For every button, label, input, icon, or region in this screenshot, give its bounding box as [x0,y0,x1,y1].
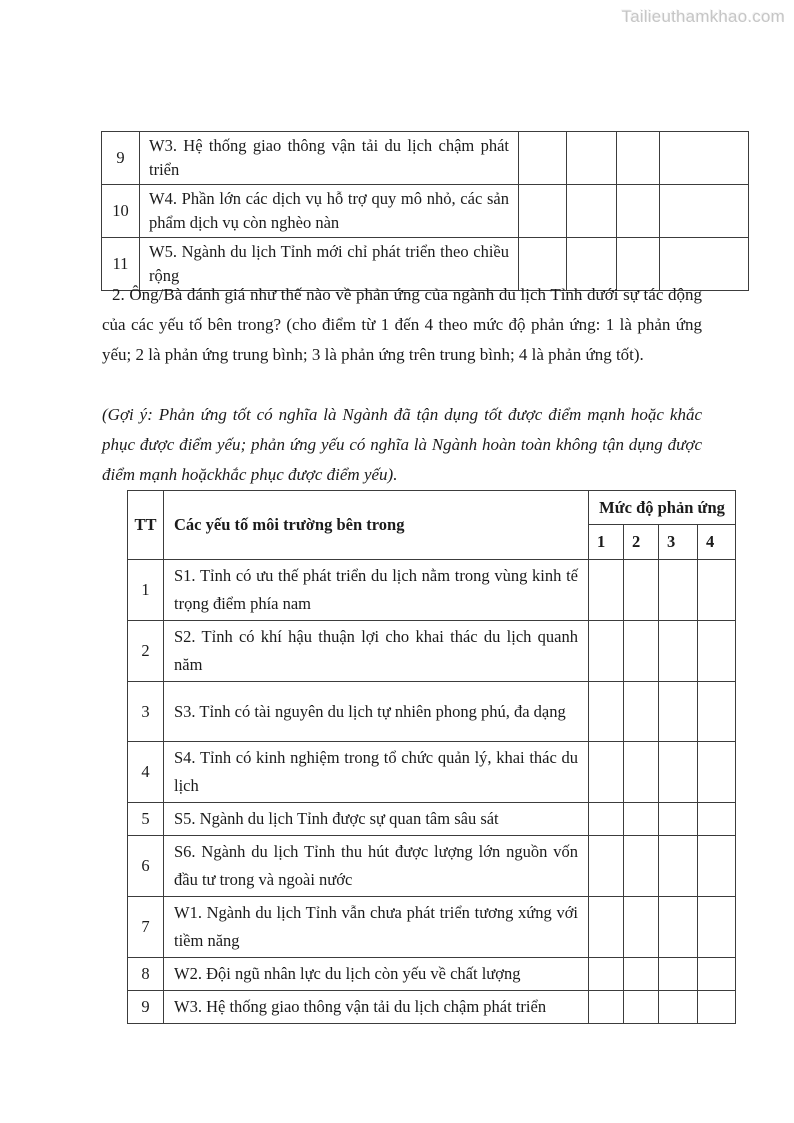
factor-text: W3. Hệ thống giao thông vận tải du lịch chậm phát triển [164,991,589,1024]
header-factors: Các yếu tố môi trường bên trong [164,491,589,560]
row-number: 4 [128,742,164,803]
score-cell [698,682,736,742]
score-cell [624,682,659,742]
header-score-1: 1 [589,525,624,560]
factor-text: S3. Tỉnh có tài nguyên du lịch tự nhiên phong phú, đa dạng [164,682,589,742]
score-cell [589,897,624,958]
score-cell [589,803,624,836]
score-cell [617,132,660,185]
score-cell [617,185,660,238]
factor-text: W4. Phần lớn các dịch vụ hỗ trợ quy mô nhỏ, các sản phẩm dịch vụ còn nghèo nàn [140,185,519,238]
score-cell [624,836,659,897]
row-number: 1 [128,560,164,621]
score-cell [659,742,698,803]
score-cell [659,621,698,682]
watermark: Tailieuthamkhao.com [621,7,785,26]
table-row [128,958,736,991]
score-cell [519,185,567,238]
factor-text: S4. Tỉnh có kinh nghiệm trong tổ chức quản lý, khai thác du lịch [164,742,589,803]
score-cell [698,991,736,1024]
header-response-level: Mức độ phản ứng [589,491,736,525]
factor-text: W2. Đội ngũ nhân lực du lịch còn yếu về chất lượng [164,958,589,991]
question-2-hint: (Gợi ý: Phản ứng tốt có nghĩa là Ngành đã tận dụng tốt được điểm mạnh hoặc khắc phục được điểm yếu; phản ứng yếu có nghĩa là Ngành hoàn toàn không tận dụng được điểm mạnh hoặckhắc phục được điểm yếu). [102,405,702,484]
header-tt: TT [128,491,164,560]
score-cell [660,132,749,185]
score-cell [624,991,659,1024]
score-cell [698,836,736,897]
score-cell [659,682,698,742]
external-factors-table-continued [101,131,749,291]
header-score-2: 2 [624,525,659,560]
score-cell [659,958,698,991]
question-2-text: 2. Ông/Bà đánh giá như thế nào về phản ứng của ngành du lịch Tỉnh dưới sự tác động của các yếu tố bên trong? (cho điểm từ 1 đến 4 theo mức độ phản ứng: 1 là phản ứng yếu; 2 là phản ứng trung bình; 3 là phản ứng trên trung bình; 4 là phản ứng tốt). [102,285,702,364]
row-number: 5 [128,803,164,836]
score-cell [659,560,698,621]
internal-factors-table [127,490,736,1024]
table-row [102,132,749,185]
score-cell [698,560,736,621]
score-cell [589,560,624,621]
score-cell [589,991,624,1024]
score-cell [589,621,624,682]
score-cell [624,897,659,958]
table-row [128,742,736,803]
row-number: 11 [102,238,140,291]
factor-text: S2. Tỉnh có khí hậu thuận lợi cho khai thác du lịch quanh năm [164,621,589,682]
row-number: 9 [128,991,164,1024]
score-cell [589,958,624,991]
table-row [128,836,736,897]
factor-text: W1. Ngành du lịch Tỉnh vẫn chưa phát triển tương xứng với tiềm năng [164,897,589,958]
score-cell [660,185,749,238]
score-cell [624,621,659,682]
score-cell [589,682,624,742]
score-cell [589,742,624,803]
table-row [128,560,736,621]
score-cell [567,185,617,238]
score-cell [567,132,617,185]
score-cell [589,836,624,897]
factor-text: W3. Hệ thống giao thông vận tải du lịch chậm phát triển [140,132,519,185]
table-row [102,185,749,238]
score-cell [698,742,736,803]
score-cell [698,897,736,958]
factor-text: S5. Ngành du lịch Tỉnh được sự quan tâm sâu sát [164,803,589,836]
score-cell [624,742,659,803]
score-cell [698,621,736,682]
factor-text: W5. Ngành du lịch Tỉnh mới chỉ phát triển theo chiều rộng [140,238,519,291]
score-cell [624,560,659,621]
table-row [128,991,736,1024]
row-number: 7 [128,897,164,958]
factor-text: S1. Tỉnh có ưu thế phát triển du lịch nằm trong vùng kinh tế trọng điểm phía nam [164,560,589,621]
score-cell [698,803,736,836]
table-row [128,803,736,836]
row-number: 10 [102,185,140,238]
header-score-3: 3 [659,525,698,560]
header-score-4: 4 [698,525,736,560]
row-number: 3 [128,682,164,742]
row-number: 6 [128,836,164,897]
table-row [128,682,736,742]
table-row [128,621,736,682]
score-cell [624,958,659,991]
factor-text: S6. Ngành du lịch Tỉnh thu hút được lượng lớn nguồn vốn đầu tư trong và ngoài nước [164,836,589,897]
score-cell [659,836,698,897]
row-number: 8 [128,958,164,991]
score-cell [659,991,698,1024]
score-cell [624,803,659,836]
score-cell [698,958,736,991]
header-row [128,491,736,525]
table-row [128,897,736,958]
row-number: 2 [128,621,164,682]
score-cell [659,803,698,836]
score-cell [519,132,567,185]
score-cell [659,897,698,958]
row-number: 9 [102,132,140,185]
